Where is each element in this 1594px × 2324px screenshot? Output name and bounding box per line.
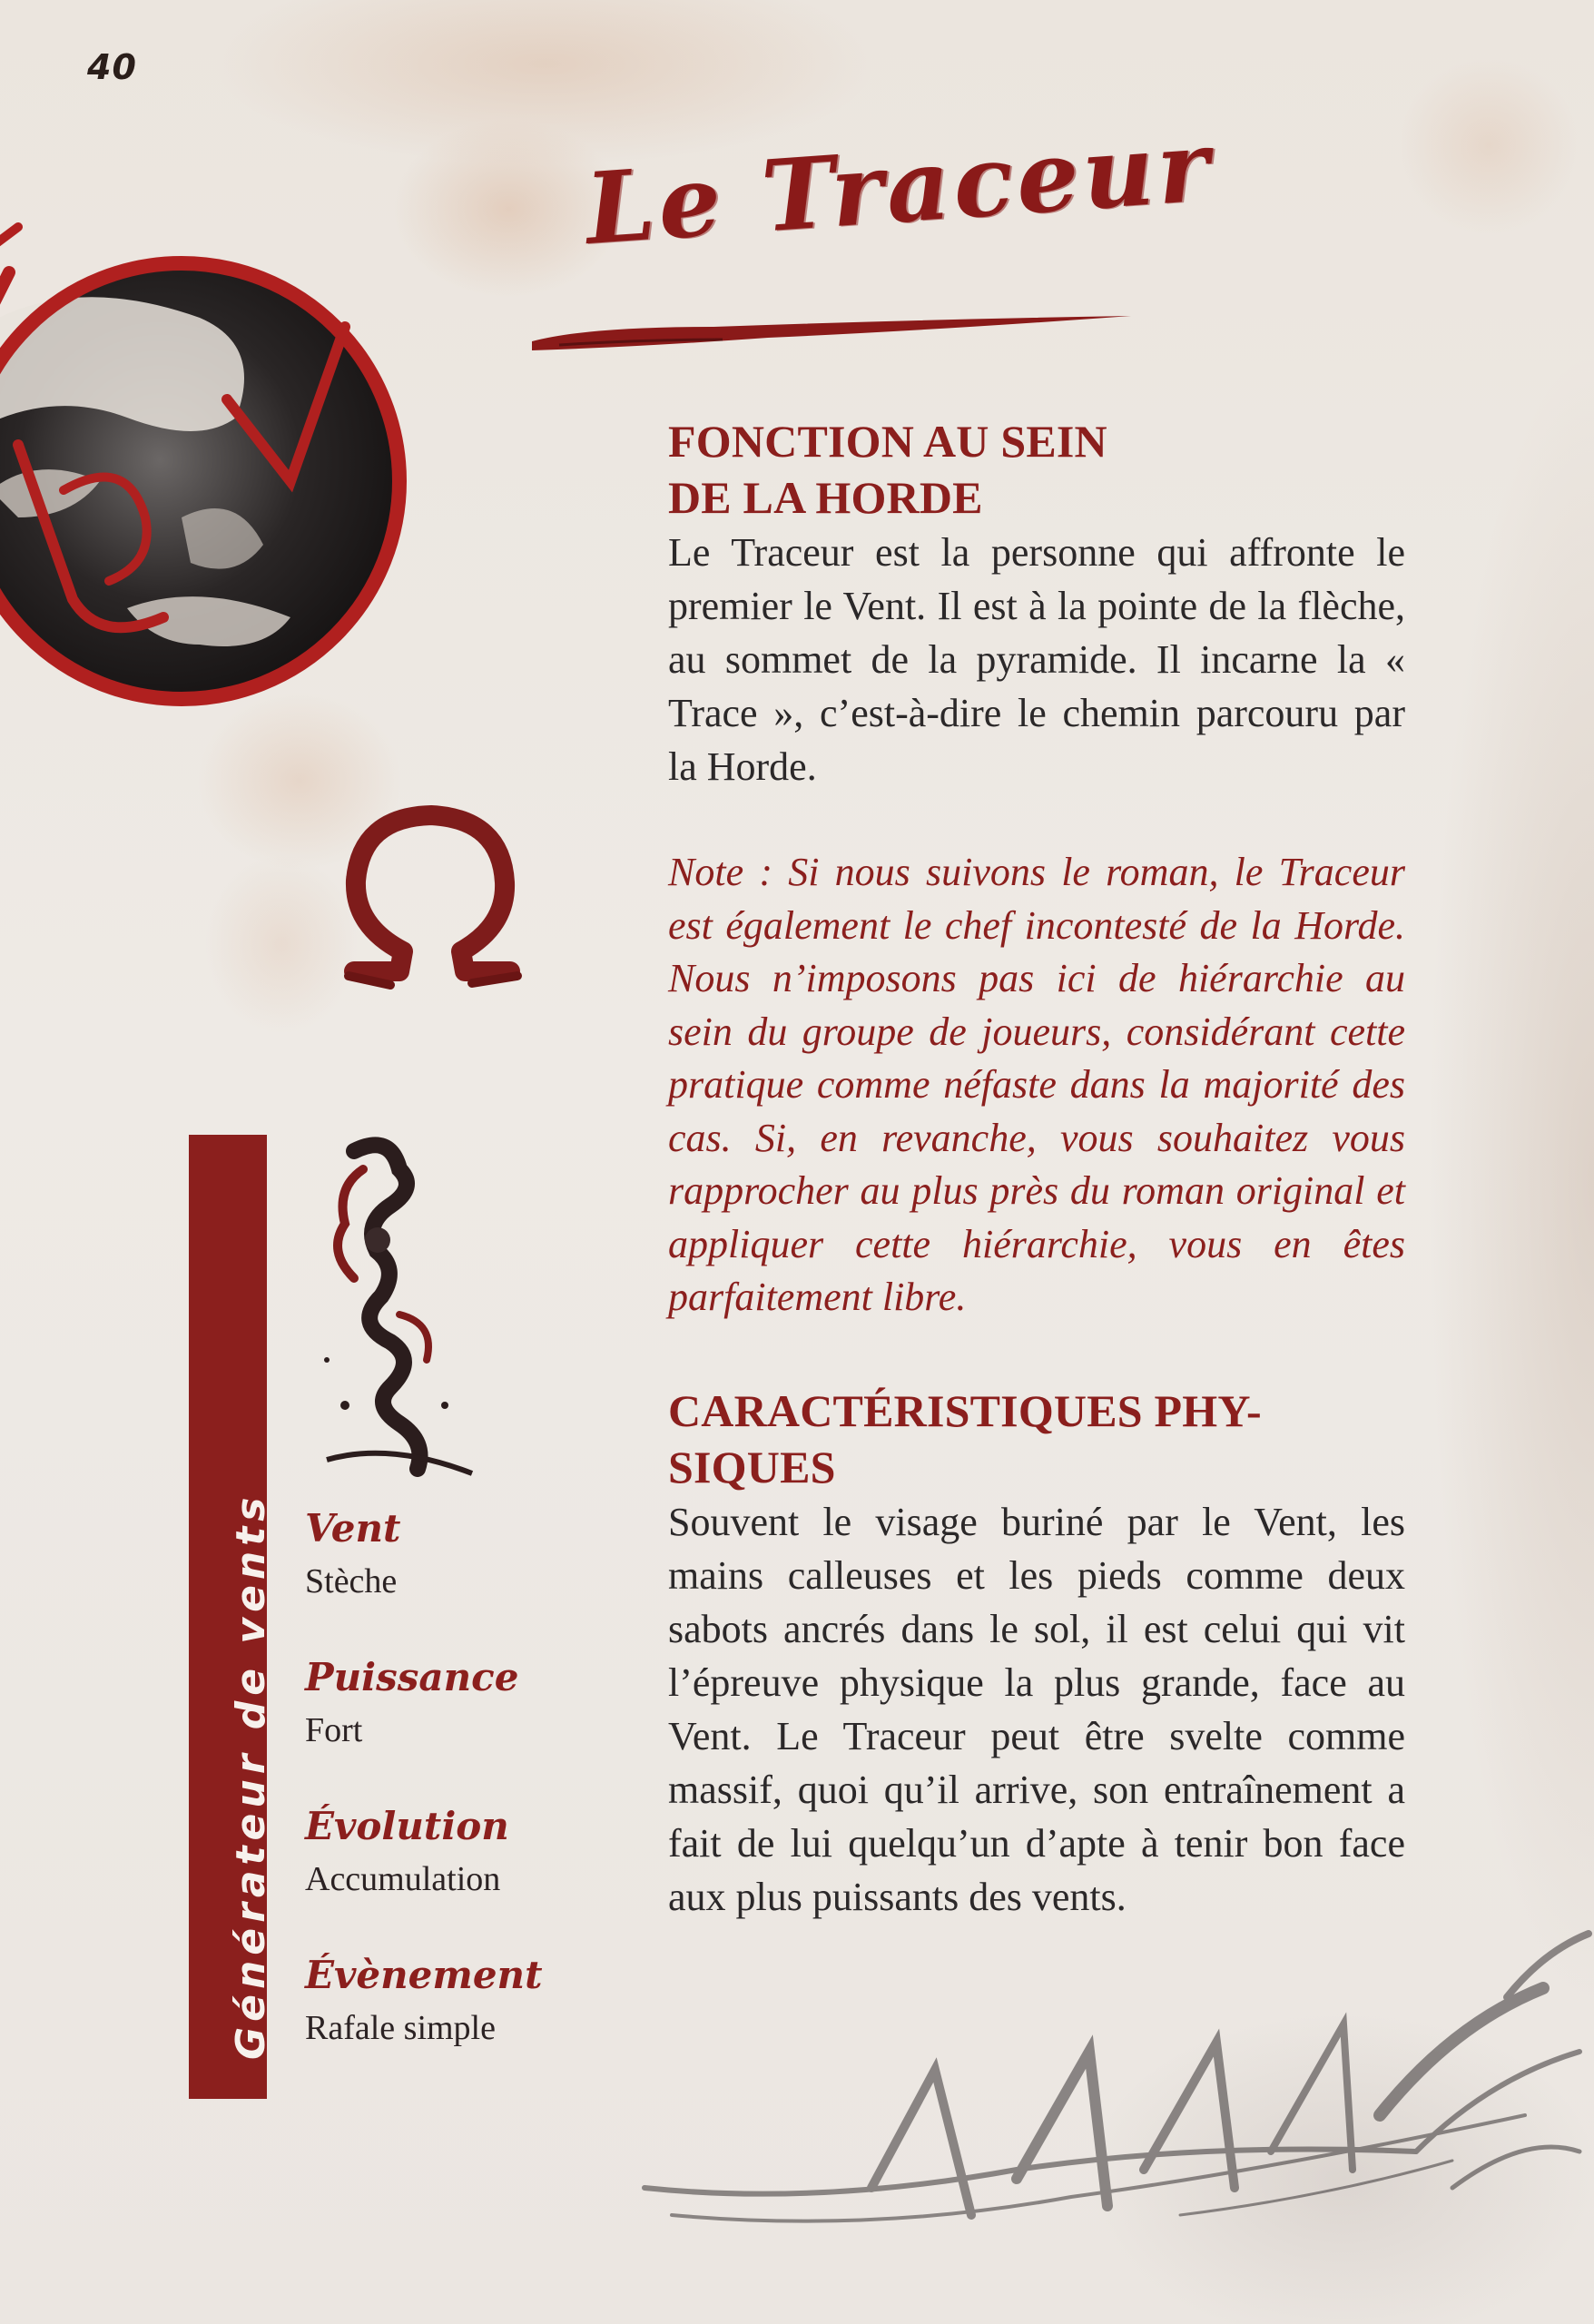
page-number: 40 [87, 47, 137, 87]
ink-figure-illustration [290, 1133, 490, 1487]
generator-value-evolution: Accumulation [305, 1860, 501, 1898]
heading-line: SIQUES [668, 1441, 836, 1492]
generator-band-label: Générateur de vents [228, 1492, 274, 2060]
main-content [668, 413, 1405, 1924]
heading-line: DE LA HORDE [668, 472, 983, 523]
generator-value-wind: Stèche [305, 1562, 398, 1600]
generator-label-event: Évènement [305, 1953, 543, 1997]
section-heading-physical [668, 1383, 1405, 1495]
omega-symbol-icon [336, 799, 526, 999]
brush-stroke-decoration [635, 1915, 1594, 2306]
physical-paragraph: Souvent le visage buriné par le Vent, les mains calleuses et les pieds comme deux sabots ancrés dans le sol, il est celui qui vit l’épreuve physique la plus grande, face au Vent. Le Traceur peut être svelte comme massif, quoi qu’il arrive, son entraînement a fait de lui quelqu’un d’apte à tenir bon face aux plus puissants des vents. [668, 1499, 1405, 1919]
heading-line: CARACTÉRISTIQUES PHY- [668, 1384, 1262, 1436]
title-underline-stroke [532, 303, 1131, 358]
function-paragraph: Le Traceur est la personne qui affronte le premier le Vent. Il est à la pointe de la flèche, au sommet de la pyramide. Il incarne la « Trace », c’est-à-dire le chemin parcouru par la Horde. [668, 530, 1405, 789]
generator-label-power: Puissance [305, 1655, 519, 1699]
ink-circle-illustration [0, 218, 436, 753]
heading-line: FONCTION AU SEIN [668, 416, 1107, 467]
section-heading-function [668, 413, 1405, 526]
generator-value-event: Rafale simple [305, 2009, 496, 2047]
generator-label-evolution: Évolution [305, 1804, 509, 1848]
generator-label-wind: Vent [305, 1506, 401, 1551]
note-paragraph: Note : Si nous suivons le roman, le Traceur est également le chef incontesté de la Horde. Nous n’imposons pas ici de hiérarchie au sein du groupe de joueurs, considérant cette pratique comme néfaste dans la majorité des cas. Si, en revanche, vous souhaitez vous rapprocher au plus près du roman original et appliquer cette hiérarchie, vous en êtes parfaitement libre. [668, 850, 1405, 1319]
wind-generator-list [305, 1502, 550, 2098]
page-title: Le Traceur [582, 109, 1216, 268]
generator-value-power: Fort [305, 1711, 363, 1749]
